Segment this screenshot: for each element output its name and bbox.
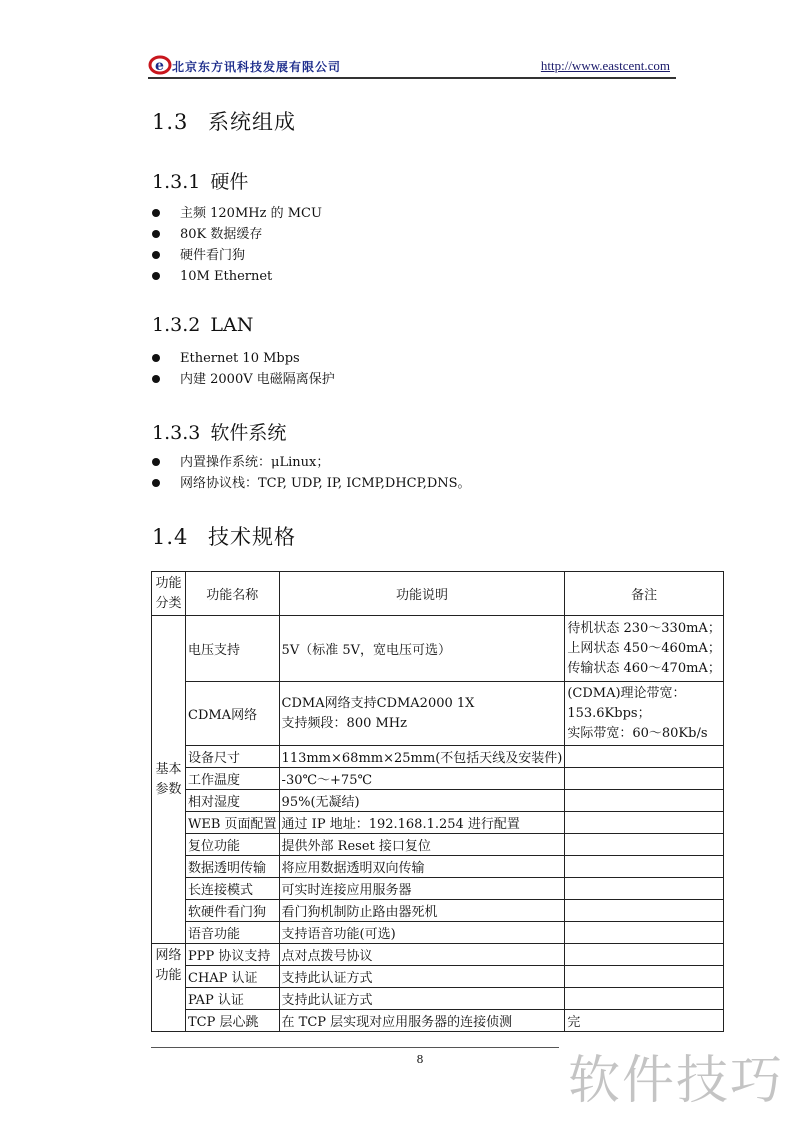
company-logo-icon [148,54,174,76]
row-name: 长连接模式 [186,878,280,900]
header-note: 备注 [565,572,723,616]
table-row [152,966,724,988]
list-item: 10M Ethernet [152,266,322,287]
row-desc: 通过 IP 地址：192.168.1.254 进行配置 [279,812,565,834]
row-name: CDMA网络 [186,682,280,746]
table-row [152,834,724,856]
row-desc: 看门狗机制防止路由器死机 [279,900,565,922]
row-desc: 支持此认证方式 [279,988,565,1010]
header-category: 功能 分类 [152,572,186,616]
company-url-link[interactable]: http://www.eastcent.com [540,58,670,73]
heading-1-3-1: 1.3.1 硬件 [152,171,249,193]
row-name: 数据透明传输 [186,856,280,878]
row-note [565,944,723,966]
list-item: 内建 2000V 电磁隔离保护 [152,369,335,390]
row-note [565,900,723,922]
table-row [152,922,724,944]
watermark-text: 软件技巧 [568,1051,785,1111]
header-name: 功能名称 [186,572,280,616]
row-desc: 可实时连接应用服务器 [279,878,565,900]
row-desc: 5V（标准 5V，宽电压可选） [279,616,565,682]
list-item: 硬件看门狗 [152,245,322,266]
row-note [565,834,723,856]
row-note: 完 [565,1010,723,1032]
row-note [565,746,723,768]
table-row [152,1010,724,1032]
company-name: 北京东方讯科技发展有限公司 [172,60,342,74]
bullet-icon [152,230,160,238]
row-name: 电压支持 [186,616,280,682]
header-rule [148,77,676,79]
table-row [152,944,724,966]
heading-1-3-2: 1.3.2 LAN [152,314,254,336]
table-row [152,682,724,746]
bullet-icon [152,354,160,362]
heading-1-4: 1.4 技术规格 [152,525,296,549]
bullet-icon [152,209,160,217]
category-network: 网络 功能 [152,944,186,1032]
row-note [565,878,723,900]
table-header-row [152,572,724,616]
row-note [565,790,723,812]
row-desc: 点对点拨号协议 [279,944,565,966]
row-note [565,812,723,834]
list-item: Ethernet 10 Mbps [152,348,335,369]
table-row [152,768,724,790]
table-row [152,790,724,812]
heading-1-3-3: 1.3.3 软件系统 [152,422,287,444]
row-desc: 95%(无凝结) [279,790,565,812]
row-note [565,988,723,1010]
category-basic: 基本 参数 [152,616,186,944]
lan-list [152,348,335,390]
row-name: PAP 认证 [186,988,280,1010]
footer-rule [151,1047,559,1048]
row-name: WEB 页面配置 [186,812,280,834]
row-desc: 提供外部 Reset 接口复位 [279,834,565,856]
row-desc: 在 TCP 层实现对应用服务器的连接侦测 [279,1010,565,1032]
row-note [565,966,723,988]
bullet-icon [152,375,160,383]
table-row [152,746,724,768]
page-number: 8 [416,1053,424,1066]
bullet-icon [152,272,160,280]
row-desc: 支持此认证方式 [279,966,565,988]
table-row [152,616,724,682]
hardware-list [152,203,322,287]
header-desc: 功能说明 [279,572,565,616]
row-name: TCP 层心跳 [186,1010,280,1032]
row-name: 复位功能 [186,834,280,856]
software-list [152,452,471,494]
row-desc: 113mm×68mm×25mm(不包括天线及安装件) [279,746,565,768]
bullet-icon [152,479,160,487]
row-note [565,856,723,878]
row-desc: 支持语音功能(可选) [279,922,565,944]
svg-text:e: e [155,58,164,74]
list-item: 内置操作系统：μLinux； [152,452,471,473]
row-note: 待机状态 230～330mA； 上网状态 450～460mA； 传输状态 460～470mA； [565,616,723,682]
table-row [152,812,724,834]
row-desc: CDMA网络支持CDMA2000 1X 支持频段：800 MHz [279,682,565,746]
spec-table [151,571,724,1032]
table-row [152,856,724,878]
row-name: CHAP 认证 [186,966,280,988]
row-name: 相对湿度 [186,790,280,812]
list-item: 主频 120MHz 的 MCU [152,203,322,224]
page-header [148,50,676,80]
table-row [152,878,724,900]
heading-1-3: 1.3 系统组成 [152,110,296,134]
row-name: 设备尺寸 [186,746,280,768]
row-note [565,922,723,944]
row-name: PPP 协议支持 [186,944,280,966]
table-row [152,988,724,1010]
bullet-icon [152,458,160,466]
row-note: (CDMA)理论带宽： 153.6Kbps； 实际带宽：60～80Kb/s [565,682,723,746]
list-item: 80K 数据缓存 [152,224,322,245]
row-name: 工作温度 [186,768,280,790]
row-name: 语音功能 [186,922,280,944]
row-desc: 将应用数据透明双向传输 [279,856,565,878]
row-note [565,768,723,790]
bullet-icon [152,251,160,259]
list-item: 网络协议栈：TCP, UDP, IP, ICMP,DHCP,DNS。 [152,473,471,494]
row-desc: -30℃～+75℃ [279,768,565,790]
table-row [152,900,724,922]
row-name: 软硬件看门狗 [186,900,280,922]
